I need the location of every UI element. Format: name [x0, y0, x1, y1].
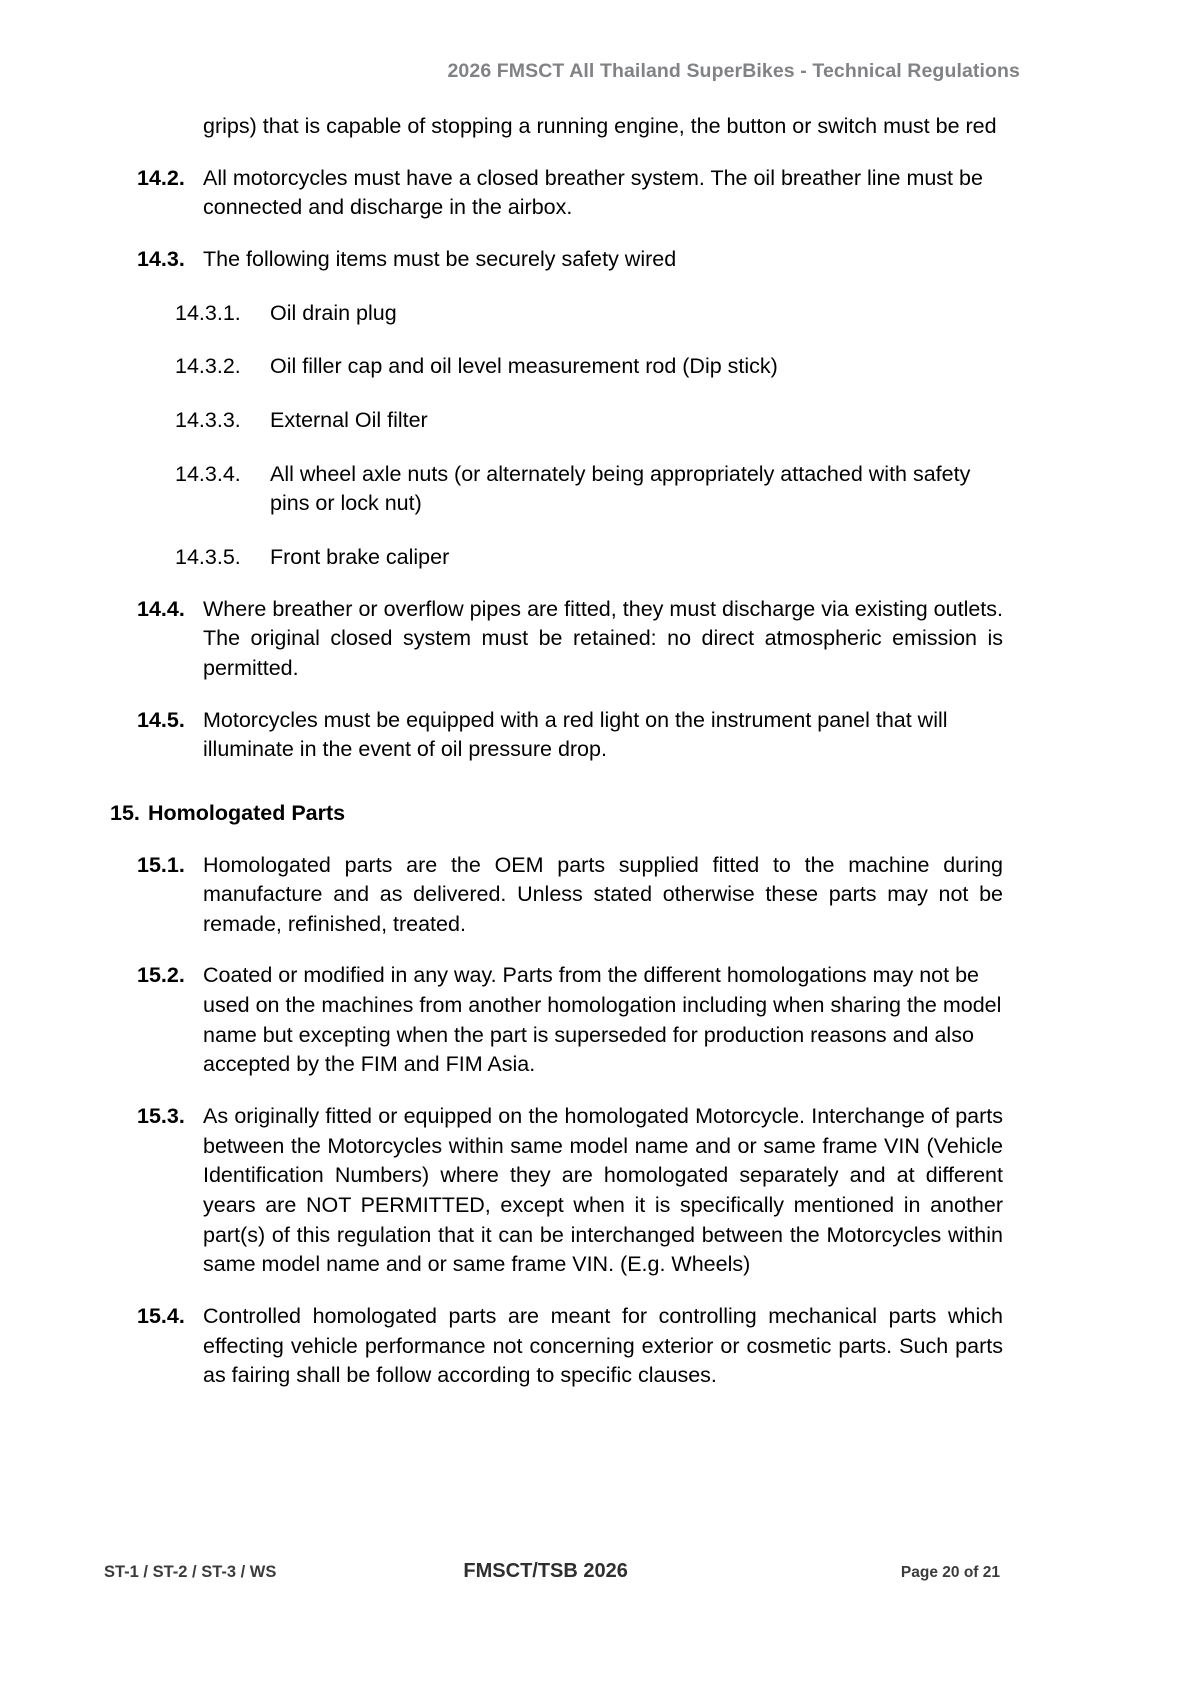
subclause-14-3-4 — [0, 460, 1190, 519]
section-title: Homologated Parts — [148, 800, 346, 825]
page-header: 2026 FMSCT All Thailand SuperBikes - Technical Regulations — [447, 60, 1020, 82]
clause-number: 14.4. — [137, 596, 185, 621]
clause-number: 14.2. — [137, 165, 185, 190]
footer-doc-code: FMSCT/TSB 2026 — [463, 1560, 628, 1582]
clause-number: 14.3. — [137, 246, 185, 271]
clause-number: 15.2. — [137, 963, 185, 988]
clause-15-2 — [0, 961, 1190, 1080]
clause-number: 15.3. — [137, 1104, 185, 1129]
clause-15-3 — [0, 1102, 1190, 1280]
clause-text: Where breather or overflow pipes are fitted, they must discharge via existing outlets. The original closed system must be retained: no direct atmospheric emission is permitted. — [203, 596, 1003, 680]
clause-14-2 — [0, 164, 1190, 223]
clause-text: Homologated parts are the OEM parts supplied fitted to the machine during manufacture and as delivered. Unless stated otherwise these parts may not be remade, refinished, treated. — [203, 852, 1003, 936]
footer-classes: ST-1 / ST-2 / ST-3 / WS — [104, 1563, 277, 1581]
clause-text: Motorcycles must be equipped with a red light on the instrument panel that will illuminate in the event of oil pressure drop. — [203, 707, 948, 762]
subclause-14-3-5 — [0, 543, 1190, 573]
subclause-14-3-2 — [0, 352, 1190, 382]
clause-text: Coated or modified in any way. Parts from the different homologations may not be used on the machines from another homologation including when sharing the model name but excepting when the part is superseded for production reasons and also accepted by the FIM and FIM Asia. — [203, 963, 1002, 1077]
subclause-number: 14.3.1. — [175, 300, 241, 325]
clause-14-4 — [0, 595, 1190, 684]
clause-text: The following items must be securely safety wired — [203, 246, 677, 271]
clause-text: Controlled homologated parts are meant for controlling mechanical parts which effecting vehicle performance not concerning exterior or cosmetic parts. Such parts as fairing shall be follow according to specific clauses. — [203, 1304, 1003, 1388]
subclause-number: 14.3.3. — [175, 407, 241, 432]
subclause-text: Front brake caliper — [270, 544, 450, 569]
document-body — [0, 112, 1190, 1391]
clause-text: As originally fitted or equipped on the homologated Motorcycle. Interchange of parts between the Motorcycles within same model name and or same frame VIN (Vehicle Identification Numbers) where they are homologated separately and at different years are NOT PERMITTED, except when it is specifically mentioned in another part(s) of this regulation that it can be interchanged between the Motorcycles within same model name and or same frame VIN. (E.g. Wheels) — [203, 1104, 1003, 1277]
clause-15-1 — [0, 851, 1190, 940]
clause-number: 14.5. — [137, 707, 185, 732]
subclause-number: 14.3.5. — [175, 544, 241, 569]
clause-14-5 — [0, 706, 1190, 765]
page-footer — [104, 1560, 1000, 1583]
clause-15-4 — [0, 1302, 1190, 1391]
clause-number: 15.4. — [137, 1304, 185, 1329]
clause-14-3 — [0, 245, 1190, 275]
subclause-14-3-1 — [0, 299, 1190, 329]
clause-text: All motorcycles must have a closed breather system. The oil breather line must be connected and discharge in the airbox. — [203, 165, 983, 220]
subclause-text: All wheel axle nuts (or alternately being appropriately attached with safety pins or lock nut) — [270, 461, 971, 516]
section-number: 15. — [110, 800, 140, 825]
clause-number: 15.1. — [137, 852, 185, 877]
section-heading-15 — [0, 799, 1190, 829]
subclause-text: External Oil filter — [270, 407, 428, 432]
subclause-text: Oil filler cap and oil level measurement rod (Dip stick) — [270, 354, 778, 379]
paragraph-continuation: grips) that is capable of stopping a running engine, the button or switch must be red — [203, 114, 997, 138]
subclause-14-3-3 — [0, 406, 1190, 436]
footer-page-number: Page 20 of 21 — [900, 1564, 1000, 1581]
subclause-text: Oil drain plug — [270, 300, 397, 325]
subclause-number: 14.3.4. — [175, 461, 241, 486]
subclause-number: 14.3.2. — [175, 354, 241, 379]
